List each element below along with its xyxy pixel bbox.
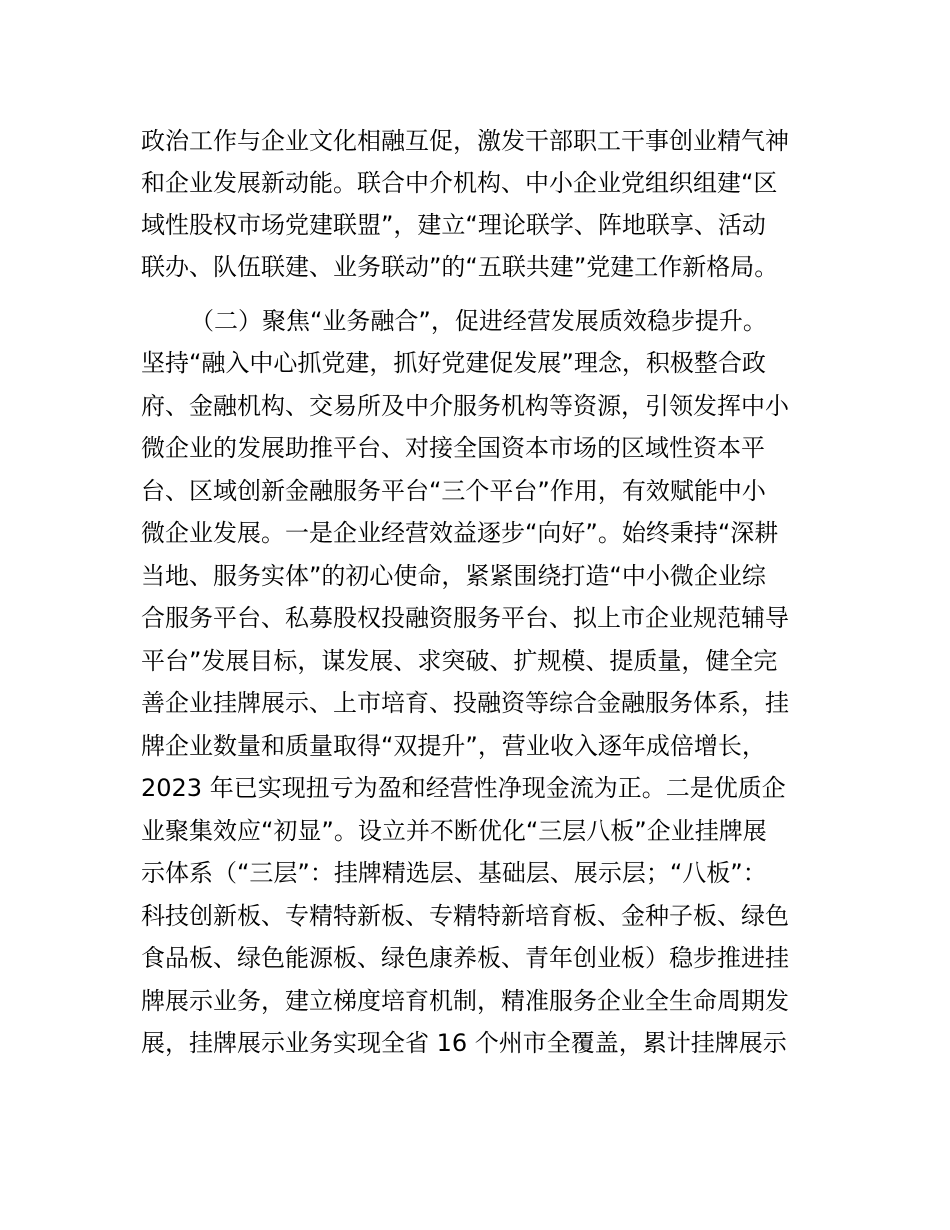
text-line: 牌企业数量和质量取得“双提升”，营业收入逐年成倍增长，	[141, 732, 766, 760]
text-line: 台、区域创新金融服务平台“三个平台”作用，有效赋能中小	[141, 477, 766, 505]
text-line: 善企业挂牌展示、上市培育、投融资等综合金融服务体系，挂	[141, 689, 789, 717]
text-line: 业聚集效应“初显”。设立并不断优化“三层八板”企业挂牌展	[141, 817, 767, 845]
text-line: 2023 年已实现扭亏为盈和经营性净现金流为正。二是优质企	[141, 774, 786, 802]
text-line: 科技创新板、专精特新板、专精特新培育板、金种子板、绿色	[141, 902, 789, 930]
text-line: 坚持“融入中心抓党建，抓好党建促发展”理念，积极整合政	[141, 349, 766, 377]
text-line: 展，挂牌展示业务实现全省 16 个州市全覆盖，累计挂牌展示	[141, 1029, 787, 1057]
text-line: 政治工作与企业文化相融互促，激发干部职工干事创业精气神	[141, 127, 789, 155]
text-line: 合服务平台、私募股权投融资服务平台、拟上市企业规范辅导	[141, 604, 789, 632]
text-line: 域性股权市场党建联盟”，建立“理论联学、阵地联享、活动	[141, 211, 766, 239]
text-line: 微企业发展。一是企业经营效益逐步“向好”。始终秉持“深耕	[141, 519, 779, 547]
text-line: 平台”发展目标，谋发展、求突破、扩规模、提质量，健全完	[141, 647, 778, 675]
text-line: 和企业发展新动能。联合中介机构、中小企业党组织组建“区	[141, 169, 778, 197]
text-line: 微企业的发展助推平台、对接全国资本市场的区域性资本平	[141, 434, 765, 462]
text-line: 示体系（“三层”：挂牌精选层、基础层、展示层；“八板”：	[141, 859, 767, 887]
text-line: 牌展示业务，建立梯度培育机制，精准服务企业全生命周期发	[141, 987, 789, 1015]
text-line: 当地、服务实体”的初心使命，紧紧围绕打造“中小微企业综	[141, 562, 766, 590]
text-line: 府、金融机构、交易所及中介服务机构等资源，引领发挥中小	[141, 392, 789, 420]
text-line: 食品板、绿色能源板、绿色康养板、青年创业板）稳步推进挂	[141, 944, 789, 972]
text-line: 联办、队伍联建、业务联动”的“五联共建”党建工作新格局。	[141, 253, 779, 281]
section-heading-line: （二）聚焦“业务融合”，促进经营发展质效稳步提升。	[190, 307, 767, 335]
